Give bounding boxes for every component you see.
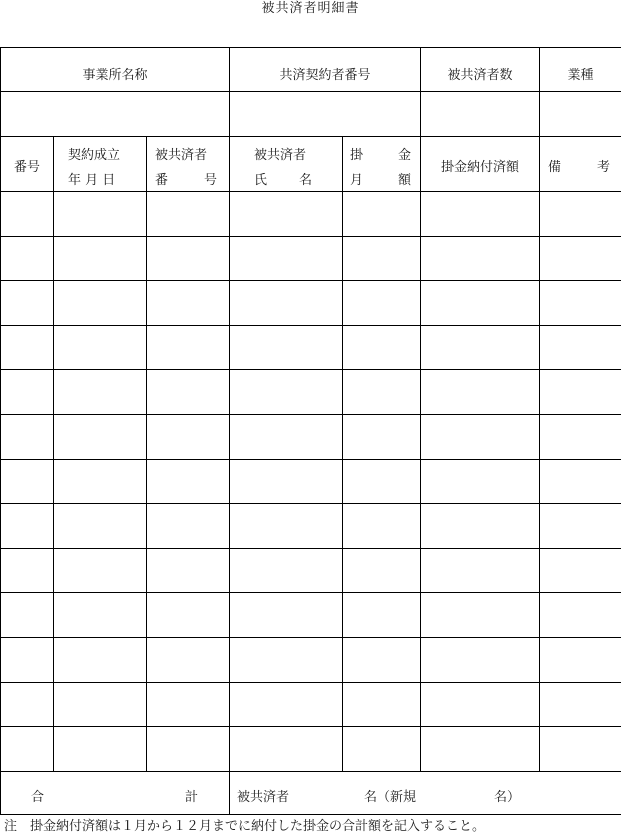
table-cell[interactable]: [420, 280, 539, 325]
total-label-b: 計: [185, 790, 199, 805]
col-contract-date-label: 契約成立: [68, 148, 121, 163]
col-insured-number-label-2b: 号: [204, 173, 218, 188]
table-cell[interactable]: [53, 280, 146, 325]
table-cell[interactable]: [53, 191, 146, 236]
table-cell[interactable]: [0, 726, 53, 771]
table-cell[interactable]: [539, 414, 621, 459]
col-paid-total-header: [420, 136, 539, 191]
table-cell[interactable]: [0, 548, 53, 592]
table-cell[interactable]: [53, 325, 146, 369]
col-insured-number-label: 被共済者: [155, 148, 208, 163]
col-monthly-premium-label-d: 額: [398, 173, 412, 188]
table-cell[interactable]: [420, 592, 539, 637]
table-cell[interactable]: [0, 414, 53, 459]
table-cell[interactable]: [53, 637, 146, 682]
table-cell[interactable]: [53, 503, 146, 548]
table-cell[interactable]: [539, 325, 621, 369]
office-name-header: [0, 47, 229, 91]
table-cell[interactable]: [342, 682, 420, 726]
col-paid-total-label: 掛金納付済額: [440, 160, 519, 175]
table-cell[interactable]: [0, 236, 53, 280]
table-cell[interactable]: [342, 191, 420, 236]
table-cell[interactable]: [539, 592, 621, 637]
table-cell[interactable]: [342, 236, 420, 280]
table-cell[interactable]: [0, 637, 53, 682]
table-cell[interactable]: [539, 369, 621, 414]
col-insured-number-label-2a: 番: [155, 173, 169, 188]
summary-insured-label: 被共済者: [237, 790, 290, 805]
col-insured-number-header: [146, 136, 229, 191]
summary-new-label: 名（新規: [364, 790, 417, 805]
table-cell[interactable]: [146, 682, 229, 726]
table-cell[interactable]: [342, 548, 420, 592]
table-cell[interactable]: [420, 726, 539, 771]
table-cell[interactable]: [229, 637, 342, 682]
table-cell[interactable]: [146, 726, 229, 771]
col-monthly-premium-label-b: 金: [398, 148, 412, 163]
table-cell[interactable]: [0, 325, 53, 369]
table-cell[interactable]: [420, 503, 539, 548]
table-cell[interactable]: [539, 459, 621, 503]
table-cell[interactable]: [0, 503, 53, 548]
table-cell[interactable]: [146, 459, 229, 503]
table-cell[interactable]: [229, 592, 342, 637]
col-contract-date-label-2: 年 月 日: [68, 173, 116, 188]
table-cell[interactable]: [146, 236, 229, 280]
table-cell[interactable]: [0, 369, 53, 414]
col-remarks-label-a: 備: [548, 160, 562, 175]
table-cell[interactable]: [53, 548, 146, 592]
table-cell[interactable]: [420, 369, 539, 414]
col-number-label: 番号: [13, 160, 40, 175]
contractor-number-field[interactable]: [229, 91, 420, 136]
industry-label: 業種: [567, 68, 594, 83]
table-cell[interactable]: [0, 459, 53, 503]
total-label-a: 合: [31, 790, 45, 805]
table-cell[interactable]: [539, 191, 621, 236]
col-insured-name-label-2b: 名: [299, 173, 313, 188]
col-remarks-header: [539, 136, 621, 191]
contractor-number-header: [229, 47, 420, 91]
table-cell[interactable]: [146, 325, 229, 369]
table-cell[interactable]: [420, 459, 539, 503]
table-cell[interactable]: [146, 414, 229, 459]
table-cell[interactable]: [342, 503, 420, 548]
table-cell[interactable]: [342, 726, 420, 771]
table-cell[interactable]: [229, 459, 342, 503]
insured-count-field[interactable]: [420, 91, 539, 136]
summary-close-label: 名）: [494, 790, 521, 805]
table-cell[interactable]: [539, 726, 621, 771]
table-cell[interactable]: [53, 682, 146, 726]
table-cell[interactable]: [229, 548, 342, 592]
table-cell[interactable]: [539, 548, 621, 592]
table-cell[interactable]: [0, 682, 53, 726]
table-cell[interactable]: [342, 369, 420, 414]
table-cell[interactable]: [146, 637, 229, 682]
contractor-number-label: 共済契約者番号: [279, 68, 371, 83]
table-cell[interactable]: [539, 236, 621, 280]
table-cell[interactable]: [420, 548, 539, 592]
office-name-label: 事業所名称: [82, 68, 148, 83]
office-name-field[interactable]: [0, 91, 229, 136]
table-cell[interactable]: [420, 325, 539, 369]
total-label-cell: [0, 771, 229, 815]
table-cell[interactable]: [229, 369, 342, 414]
insured-count-header: [420, 47, 539, 91]
table-cell[interactable]: [342, 414, 420, 459]
table-cell[interactable]: [229, 682, 342, 726]
table-cell[interactable]: [53, 414, 146, 459]
table-cell[interactable]: [420, 191, 539, 236]
col-insured-name-label: 被共済者: [254, 148, 307, 163]
table-cell[interactable]: [420, 414, 539, 459]
col-monthly-premium-header: [342, 136, 420, 191]
page-title: 被共済者明細書: [261, 1, 360, 16]
industry-field[interactable]: [539, 91, 621, 136]
table-cell[interactable]: [146, 369, 229, 414]
table-cell[interactable]: [53, 236, 146, 280]
table-cell[interactable]: [420, 682, 539, 726]
table-cell[interactable]: [342, 325, 420, 369]
industry-header: [539, 47, 621, 91]
table-cell[interactable]: [229, 280, 342, 325]
insured-count-label: 被共済者数: [447, 68, 513, 83]
col-insured-name-label-2a: 氏: [254, 173, 268, 188]
table-cell[interactable]: [420, 236, 539, 280]
table-cell[interactable]: [146, 191, 229, 236]
table-cell[interactable]: [53, 726, 146, 771]
table-cell[interactable]: [53, 592, 146, 637]
table-cell[interactable]: [342, 280, 420, 325]
table-cell[interactable]: [229, 325, 342, 369]
insured-count-summary: [229, 771, 621, 815]
table-cell[interactable]: [0, 280, 53, 325]
table-cell[interactable]: [53, 369, 146, 414]
table-cell[interactable]: [342, 637, 420, 682]
table-cell[interactable]: [342, 592, 420, 637]
table-cell[interactable]: [229, 414, 342, 459]
table-cell[interactable]: [342, 459, 420, 503]
table-cell[interactable]: [229, 503, 342, 548]
col-contract-date-header: [53, 136, 146, 191]
table-cell[interactable]: [539, 280, 621, 325]
table-cell[interactable]: [229, 726, 342, 771]
table-cell[interactable]: [229, 236, 342, 280]
col-monthly-premium-label-a: 掛: [350, 148, 364, 163]
table-cell[interactable]: [539, 637, 621, 682]
table-cell[interactable]: [53, 459, 146, 503]
table-cell[interactable]: [0, 592, 53, 637]
col-remarks-label-b: 考: [597, 160, 611, 175]
table-cell[interactable]: [146, 503, 229, 548]
table-cell[interactable]: [0, 191, 53, 236]
col-monthly-premium-label-c: 月: [350, 173, 364, 188]
table-cell[interactable]: [229, 191, 342, 236]
table-cell[interactable]: [539, 503, 621, 548]
col-number-header: [0, 136, 53, 191]
table-cell[interactable]: [420, 637, 539, 682]
table-cell[interactable]: [146, 548, 229, 592]
table-cell[interactable]: [146, 592, 229, 637]
table-cell[interactable]: [146, 280, 229, 325]
col-insured-name-header: [229, 136, 342, 191]
table-cell[interactable]: [539, 682, 621, 726]
footnote: 注 掛金納付済額は１月から１２月までに納付した掛金の合計額を記入すること。: [4, 819, 486, 834]
